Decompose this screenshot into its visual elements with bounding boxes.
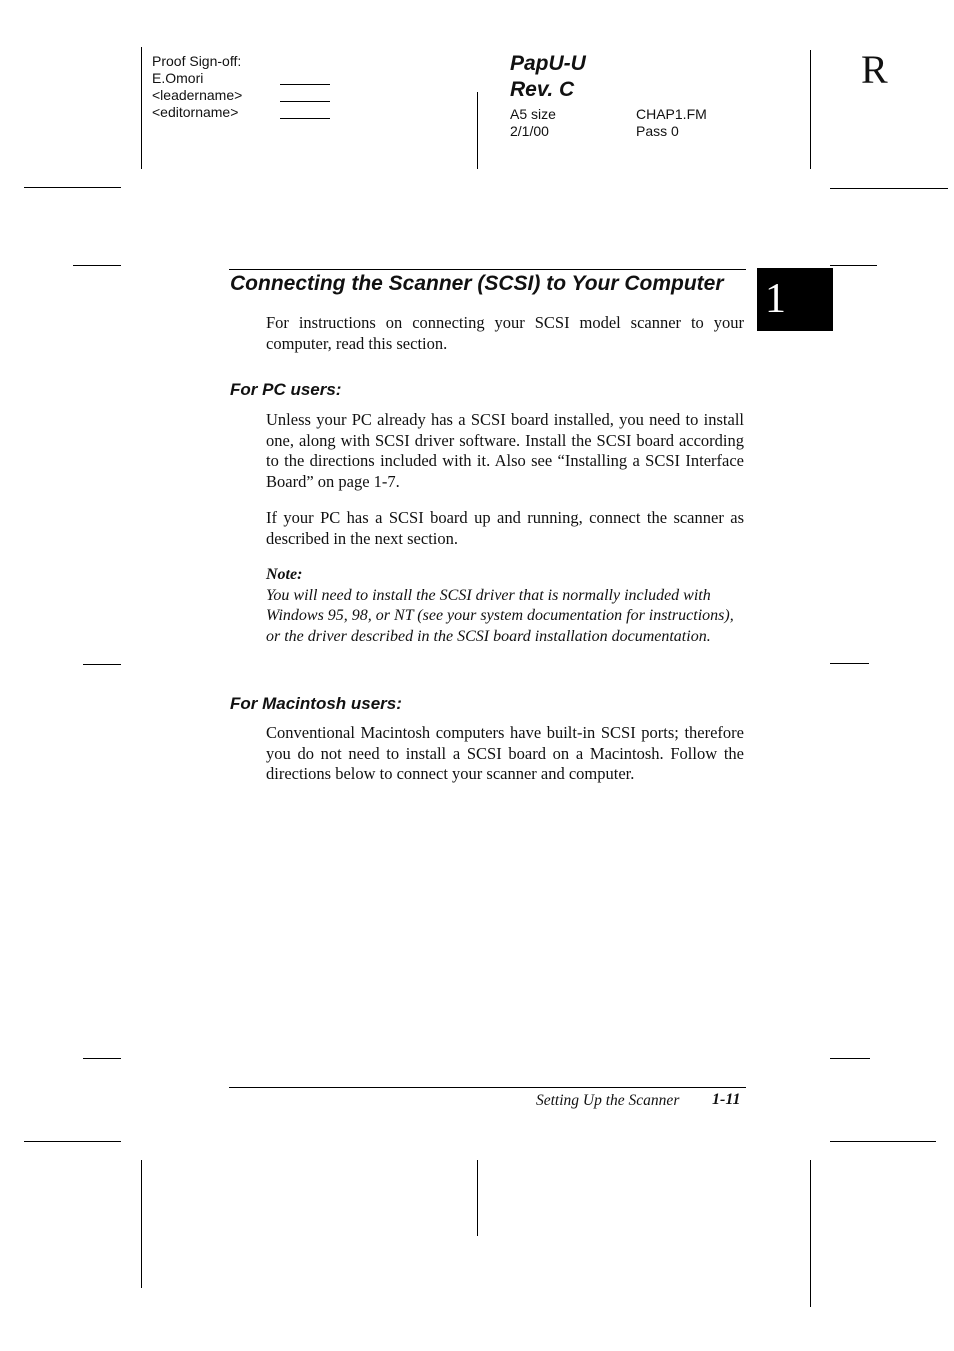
proof-label: Proof Sign-off:	[152, 53, 242, 69]
section-intro: For instructions on connecting your SCSI model scanner to your computer, read this section.	[266, 313, 744, 353]
crop-mark	[141, 1160, 142, 1288]
footer-chapter-title: Setting Up the Scanner	[536, 1092, 680, 1109]
revision-mark: R	[861, 47, 888, 92]
signature-line	[280, 101, 330, 102]
document-date: 2/1/00	[510, 123, 549, 139]
crop-mark	[810, 1160, 811, 1307]
crop-mark	[477, 1160, 478, 1236]
crop-mark	[83, 664, 121, 665]
signer-name: <leadername>	[152, 87, 243, 103]
product-name: PapU-U	[510, 52, 586, 75]
section-rule	[229, 269, 746, 270]
crop-mark	[830, 188, 948, 189]
signature-line	[280, 118, 330, 119]
crop-mark	[830, 265, 877, 266]
file-name: CHAP1.FM	[636, 106, 707, 122]
crop-mark	[477, 92, 478, 169]
section-title: Connecting the Scanner (SCSI) to Your Computer	[230, 272, 724, 295]
mac-users-paragraph: Conventional Macintosh computers have built-in SCSI ports; therefore you do not need to install a SCSI board on a Macintosh. Follow the directions below to connect your scanner and computer.	[266, 723, 744, 783]
mac-users-heading: For Macintosh users:	[230, 694, 402, 713]
crop-mark	[830, 1058, 870, 1059]
pass-number: Pass 0	[636, 123, 679, 139]
footer-rule	[229, 1087, 746, 1088]
proof-signoff	[152, 53, 242, 121]
signer-name: E.Omori	[152, 70, 204, 86]
crop-mark	[24, 187, 121, 188]
revision-label: Rev. C	[510, 78, 575, 101]
paper-size: A5 size	[510, 106, 556, 122]
page-number: 1-11	[712, 1091, 741, 1108]
pc-users-paragraph: If your PC has a SCSI board up and running, connect the scanner as described in the next section.	[266, 508, 744, 548]
document-title	[510, 51, 586, 103]
crop-mark	[73, 265, 121, 266]
note-text: You will need to install the SCSI driver that is normally included with Windows 95, 98, or NT (see your system documentation for instructions), or the driver described in the SCSI board installation documentation.	[266, 587, 734, 645]
crop-mark	[830, 1141, 936, 1142]
chapter-tab: 1	[757, 268, 833, 331]
crop-mark	[810, 50, 811, 169]
crop-mark	[83, 1058, 121, 1059]
crop-mark	[141, 47, 142, 169]
note-label: Note:	[266, 566, 303, 583]
crop-mark	[830, 663, 869, 664]
signature-line	[280, 84, 330, 85]
pc-users-paragraph: Unless your PC already has a SCSI board installed, you need to install one, along with SCSI driver software. Install the SCSI board according to the directions included with it. Also see “Installing a SCSI Interface Board” on page 1-7.	[266, 410, 744, 491]
signer-name: <editorname>	[152, 104, 239, 120]
pc-users-heading: For PC users:	[230, 380, 342, 399]
crop-mark	[24, 1141, 121, 1142]
